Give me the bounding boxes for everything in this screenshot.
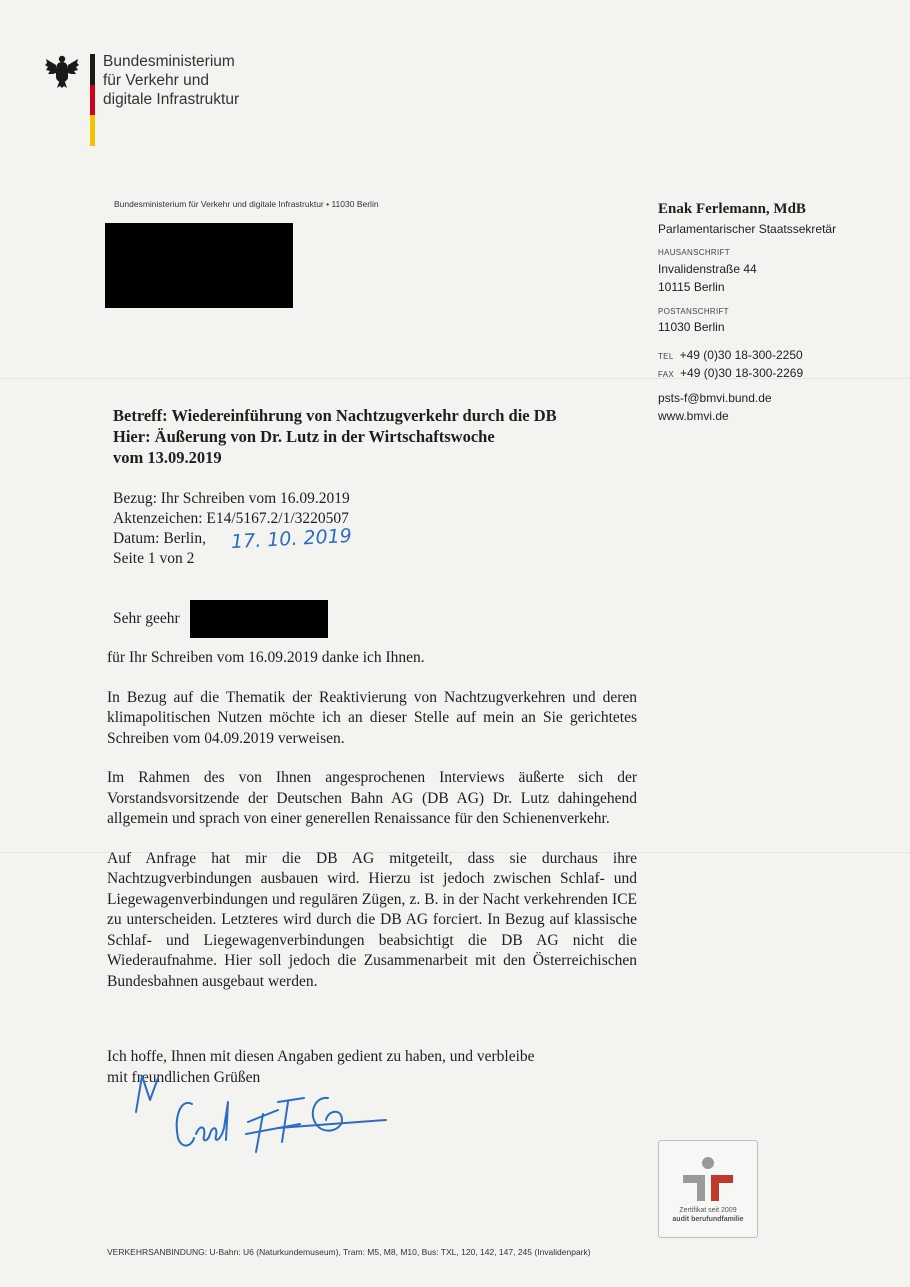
body-paragraph: Im Rahmen des von Ihnen angesprochenen Interviews äußerte sich der Vorstandsvorsitzende der Deutschen Bahn AG (DB AG) Dr. Lutz dahingehend allgemein und sprach von einer generellen Renaissance für den Schienenverkehr.: [107, 769, 637, 827]
postanschrift-label: POSTANSCHRIFT: [658, 307, 729, 316]
berufundfamilie-logo-icon: [679, 1155, 737, 1203]
federal-eagle-icon: [44, 53, 80, 89]
subject-block: [113, 405, 557, 468]
handwritten-date: 17. 10. 2019: [230, 524, 353, 554]
ministry-name-line: Bundesministerium: [103, 53, 235, 70]
fax-line: [658, 366, 803, 380]
fax-label: FAX: [658, 370, 675, 379]
aktenzeichen-line: Aktenzeichen: E14/5167.2/1/3220507: [113, 510, 349, 527]
subject-line: Hier: Äußerung von Dr. Lutz in der Wirtschaftswoche: [113, 427, 495, 446]
subject-line: vom 13.09.2019: [113, 448, 222, 467]
subject-line: Betreff: Wiedereinführung von Nachtzugverkehr durch die DB: [113, 406, 557, 425]
closing-line: Ich hoffe, Ihnen mit diesen Angaben gedient zu haben, und verbleibe: [107, 1048, 535, 1065]
certificate-caption: Zertifikat seit 2009: [679, 1207, 737, 1214]
sender-name: Enak Ferlemann, MdB: [658, 201, 806, 217]
return-address: Bundesministerium für Verkehr und digitale Infrastruktur • 11030 Berlin: [114, 199, 379, 209]
tel-number: +49 (0)30 18-300-2250: [679, 348, 803, 362]
tel-line: [658, 348, 803, 362]
datum-line: Datum: Berlin,: [113, 530, 206, 547]
recipient-address-redaction: [105, 223, 293, 308]
bezug-line: Bezug: Ihr Schreiben vom 16.09.2019: [113, 490, 350, 507]
ministry-name-line: digitale Infrastruktur: [103, 91, 240, 108]
audit-certificate-logo: [658, 1140, 758, 1238]
website: www.bmvi.de: [658, 409, 729, 423]
ministry-name: [103, 52, 239, 109]
tel-label: TEL: [658, 352, 674, 361]
closing-line: mit freundlichen Grüßen: [107, 1068, 261, 1086]
flag-stripe: [90, 54, 95, 146]
transport-footer: VERKEHRSANBINDUNG: U-Bahn: U6 (Naturkundemuseum), Tram: M5, M8, M10, Bus: TXL, 120, 142, 147, 245 (Invalidenpark): [107, 1247, 591, 1257]
body-paragraph: In Bezug auf die Thematik der Reaktivierung von Nachtzugverkehren und deren klimapolitischen Nutzen möchte ich an dieser Stelle auf mein an Sie gerichtetes Schreiben vom 04.09.2019 verweisen.: [107, 688, 637, 747]
letter-body: [107, 648, 637, 1011]
certificate-caption: audit berufundfamilie: [672, 1216, 744, 1223]
body-paragraph: für Ihr Schreiben vom 16.09.2019 danke ich Ihnen.: [107, 649, 425, 666]
hausanschrift-street: Invalidenstraße 44: [658, 262, 757, 276]
fax-number: +49 (0)30 18-300-2269: [680, 366, 804, 380]
salutation-redaction: [190, 600, 328, 638]
handwritten-signature: [128, 1068, 398, 1158]
ministry-name-line: für Verkehr und: [103, 72, 209, 89]
salutation: Sehr geehr: [113, 610, 180, 627]
sender-title: Parlamentarischer Staatssekretär: [658, 222, 837, 236]
postanschrift-city: 11030 Berlin: [658, 320, 725, 334]
email: psts-f@bmvi.bund.de: [658, 391, 772, 405]
body-paragraph: Auf Anfrage hat mir die DB AG mitgeteilt, dass sie durchaus ihre Nachtzugverbindungen ausbauen wird. Hierzu ist jedoch zwischen Schlaf- und Liegewagenverbindungen und regulären Zügen, z. B. in der Nacht verkehrenden ICE zu unterscheiden. Letzteres wird durch die DB AG forciert. In Bezug auf klassische Schlaf- und Liegewagenverbindungen beabsichtigt die DB AG nicht die Wiederaufnahme. Hier soll jedoch die Zusammenarbeit mit den Österreichischen Bundesbahnen ausgebaut werden.: [107, 849, 637, 990]
hausanschrift-city: 10115 Berlin: [658, 280, 725, 294]
seite-line: Seite 1 von 2: [113, 550, 195, 567]
hausanschrift-label: HAUSANSCHRIFT: [658, 248, 730, 257]
